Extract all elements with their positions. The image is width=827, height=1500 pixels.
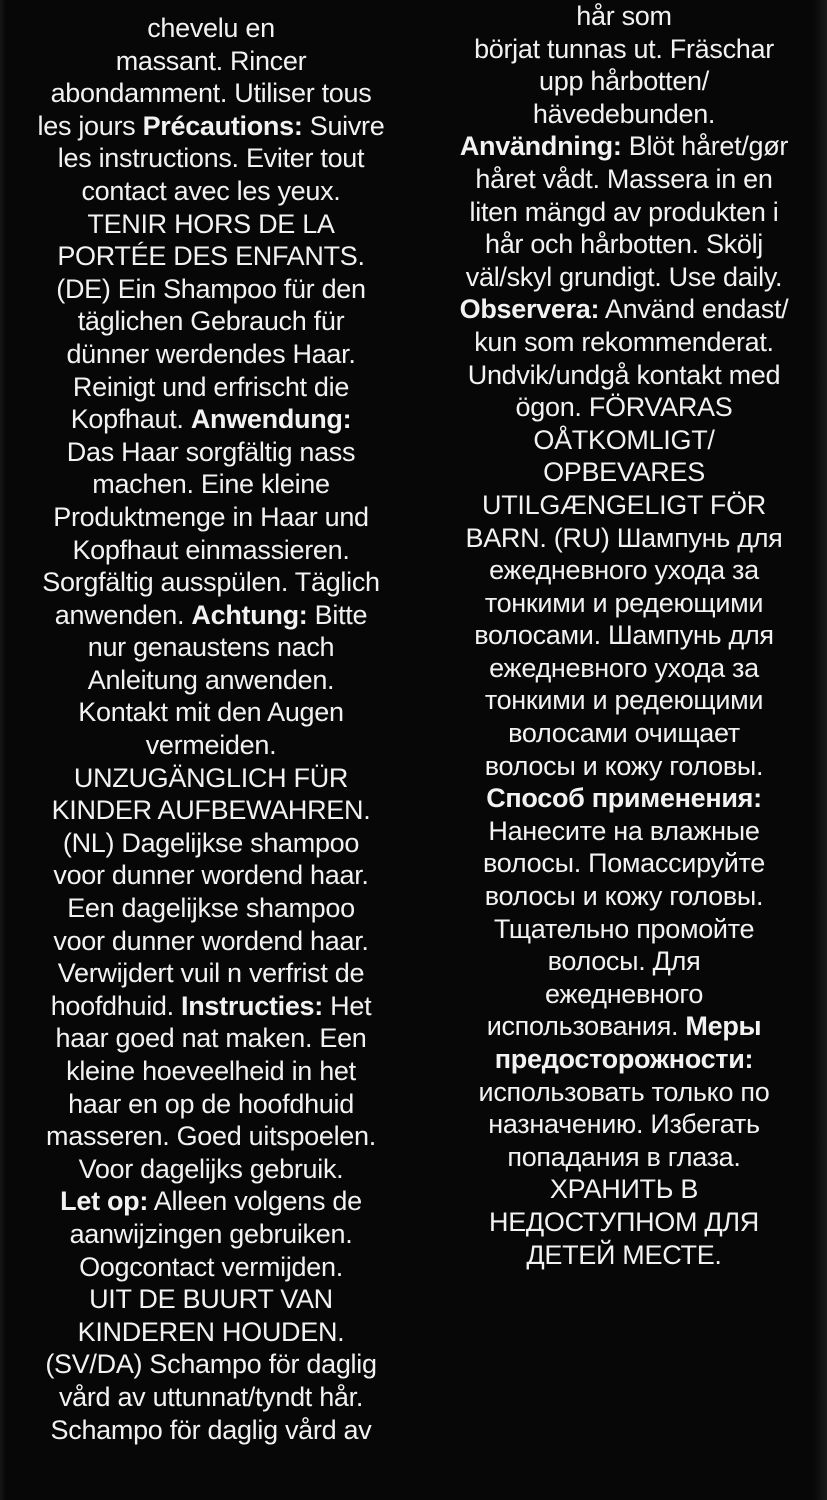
text-line [6,1218,416,1251]
text-line [426,619,822,652]
text-segment: vermeiden. [145,730,277,761]
text-line [6,762,416,795]
text-segment: Een dagelijkse shampoo [67,893,355,924]
text-line [426,456,822,489]
bold-heading: Let op: [60,1186,149,1217]
text-line [6,794,416,827]
text-segment: волосами. Шампунь для [474,620,774,651]
bold-heading: Anwendung: [190,404,352,435]
text-segment: chevelu en [147,13,275,43]
text-line [6,305,416,338]
text-line [426,1010,822,1043]
text-segment: Sorgfältig ausspülen. Täglich [42,567,380,598]
text-segment: ögon. FÖRVARAS [515,392,733,423]
text-segment: попадания в глаза. [507,1141,741,1172]
text-line [426,261,822,294]
text-segment: ХРАНИТЬ В [549,1174,699,1205]
text-line [426,1108,822,1141]
text-segment: волосы и кожу головы. [484,881,764,912]
text-line [426,1206,822,1239]
text-line [6,1120,416,1153]
text-segment: vård av uttunnat/tyndt hår. [58,1381,364,1412]
text-segment: волосы. Помассируйте [483,848,765,879]
text-segment: Suivre [302,110,385,141]
text-line [426,587,822,620]
text-segment: ежедневного ухода за [489,555,759,586]
text-line [426,228,822,261]
text-line [426,1076,822,1109]
text-segment: Reinigt und erfrischt die [72,371,350,402]
text-segment: upp hårbotten/ [539,66,709,97]
text-line [6,175,416,208]
text-line [426,522,822,555]
text-line [6,990,416,1023]
text-line [6,45,416,78]
text-line [6,892,416,925]
text-segment: ежедневного [544,978,704,1009]
text-line [6,859,416,892]
text-segment: Undvik/undgå kontakt med [467,359,781,390]
text-line [6,1055,416,1088]
text-line [6,468,416,501]
text-segment: hår som [576,1,672,31]
bold-heading: Achtung: [191,599,308,630]
text-line [426,815,822,848]
text-segment: Das Haar sorgfältig nass [66,436,356,467]
text-segment: (SV/DA) Schampo för daglig [45,1349,377,1380]
text-segment: BARN. (RU) Шампунь для [465,522,783,553]
bold-heading: предосторожности: [494,1044,754,1074]
text-segment: haar en op de hoofdhuid [68,1088,354,1119]
text-line [6,1283,416,1316]
text-line [6,501,416,534]
left-text-column [6,12,416,1446]
text-line [6,12,416,45]
text-line [6,338,416,371]
text-segment: (NL) Dagelijkse shampoo [62,827,360,858]
text-segment: Alleen volgens de [148,1186,362,1217]
text-line [6,599,416,632]
text-line [6,534,416,567]
text-line [426,1043,822,1076]
text-line [6,208,416,241]
text-line [6,827,416,860]
text-segment: anwenden. [54,599,192,630]
bold-heading: Instructies: [181,990,323,1021]
text-line [426,717,822,750]
text-line [6,957,416,990]
text-line [6,371,416,404]
text-segment: håret vådt. Massera in en [475,163,773,194]
text-line [6,696,416,729]
text-segment: UNZUGÄNGLICH FÜR [73,762,349,793]
text-line [426,1173,822,1206]
text-line [426,98,822,131]
text-segment: волосы. Для [547,946,701,977]
text-segment: UIT DE BUURT VAN [89,1284,333,1315]
text-line [426,359,822,392]
text-segment: nur genaustens nach [87,632,335,663]
text-line [6,1348,416,1381]
bold-heading: Observera: [459,294,600,325]
text-line [426,684,822,717]
text-line [426,750,822,783]
text-line [426,913,822,946]
text-segment: назначению. Избегать [488,1109,760,1140]
text-line [426,782,822,815]
text-line [426,130,822,163]
text-segment: les jours [37,110,143,141]
text-segment: liten mängd av produkten i [469,196,779,227]
text-line [6,1022,416,1055]
text-segment: voor dunner wordend haar. [53,925,369,956]
text-line [6,77,416,110]
text-segment: abondamment. Utiliser tous [50,78,372,109]
text-segment: Produktmenge in Haar und [53,501,369,532]
text-segment: (DE) Ein Shampoo für den [56,273,366,304]
text-segment: KINDER AUFBEWAHREN. [51,795,371,826]
text-segment: использования. [486,1011,686,1042]
text-segment: Verwijdert vuil n verfrist de [57,958,365,989]
text-segment: ДЕТЕЙ МЕСТЕ. [526,1239,722,1270]
text-segment: voor dunner wordend haar. [53,860,369,891]
text-line [426,489,822,522]
text-segment: KINDEREN HOUDEN. [77,1316,345,1347]
text-segment: Oogcontact vermijden. [79,1251,343,1282]
text-line [6,1381,416,1414]
text-line [426,847,822,880]
text-line [426,33,822,66]
text-line [426,196,822,229]
text-segment: Kopfhaut. [70,404,191,435]
text-line [6,566,416,599]
text-line [6,729,416,762]
text-segment: Blöt håret/gør [621,131,789,162]
text-line [426,1239,822,1272]
text-segment: Använd endast/ [599,294,789,325]
right-text-column [426,0,822,1271]
text-segment: OÅTKOMLIGT/ [533,424,715,455]
bold-heading: Способ применения: [486,783,762,814]
text-segment: hår och hårbotten. Skölj [485,229,763,260]
text-segment: тонкими и редеющими [484,587,764,618]
text-segment: волосы и кожу головы. [484,750,764,781]
text-segment: Нанесите на влажные [488,815,760,846]
text-line [426,880,822,913]
text-line [426,554,822,587]
text-segment: hävedebunden. [532,98,716,129]
text-line [426,978,822,1011]
text-line [6,273,416,306]
text-line [6,1414,416,1447]
text-segment: massant. Rincer [115,45,307,76]
bold-heading: Précautions: [142,110,303,141]
text-segment: OPBEVARES [543,457,705,488]
text-line [6,1316,416,1349]
text-segment: Voor dagelijks gebruik. [78,1153,344,1184]
text-segment: Kopfhaut einmassieren. [72,534,350,565]
text-line [426,65,822,98]
text-line [426,945,822,978]
text-segment: contact avec les yeux. [81,175,341,206]
text-segment: использовать только по [478,1076,770,1107]
text-line [6,1088,416,1121]
bold-heading: Användning: [459,131,622,162]
text-segment: волосами очищает [508,718,740,749]
text-line [426,652,822,685]
text-segment: machen. Eine kleine [92,469,330,500]
text-line [6,664,416,697]
text-segment: UTILGÆNGELIGT FÖR [482,489,766,520]
text-line [426,1141,822,1174]
text-segment: PORTÉE DES ENFANTS. [57,241,365,272]
text-line [6,142,416,175]
text-segment: väl/skyl grundigt. Use daily. [465,261,783,292]
text-segment: Bitte [307,599,368,630]
text-line [6,403,416,436]
text-line [426,163,822,196]
text-line [426,424,822,457]
text-segment: Schampo för daglig vård av [50,1414,372,1445]
text-line [6,1185,416,1218]
text-segment: kun som rekommenderat. [474,326,774,357]
text-segment: hoofdhuid. [50,990,182,1021]
text-line [426,391,822,424]
text-line [6,1153,416,1186]
text-segment: les instructions. Eviter tout [57,143,365,174]
text-line [6,925,416,958]
text-segment: aanwijzingen gebruiken. [69,1218,353,1249]
text-segment: kleine hoeveelheid in het [66,1056,356,1086]
text-segment: haar goed nat maken. Een [55,1023,367,1054]
text-line [6,631,416,664]
text-segment: täglichen Gebrauch für [77,306,345,337]
text-line [426,326,822,359]
text-segment: börjat tunnas ut. Fräschar [474,33,774,64]
text-line [6,436,416,469]
bold-heading: Меры [685,1011,762,1042]
text-line [6,110,416,143]
text-segment: TENIR HORS DE LA [87,208,335,239]
text-segment: тонкими и редеющими [484,685,764,716]
text-line [6,240,416,273]
text-segment: Het [322,990,372,1021]
text-segment: ежедневного ухода за [489,652,759,683]
text-segment: Kontakt mit den Augen [78,697,344,728]
text-line [426,0,822,33]
text-segment: dünner werdendes Haar. [66,338,356,369]
text-line [426,293,822,326]
text-segment: НЕДОСТУПНОМ ДЛЯ [489,1206,759,1237]
text-line [6,1251,416,1284]
text-segment: masseren. Goed uitspoelen. [46,1121,376,1152]
text-segment: Тщательно промойте [493,913,755,944]
text-segment: Anleitung anwenden. [87,664,335,695]
